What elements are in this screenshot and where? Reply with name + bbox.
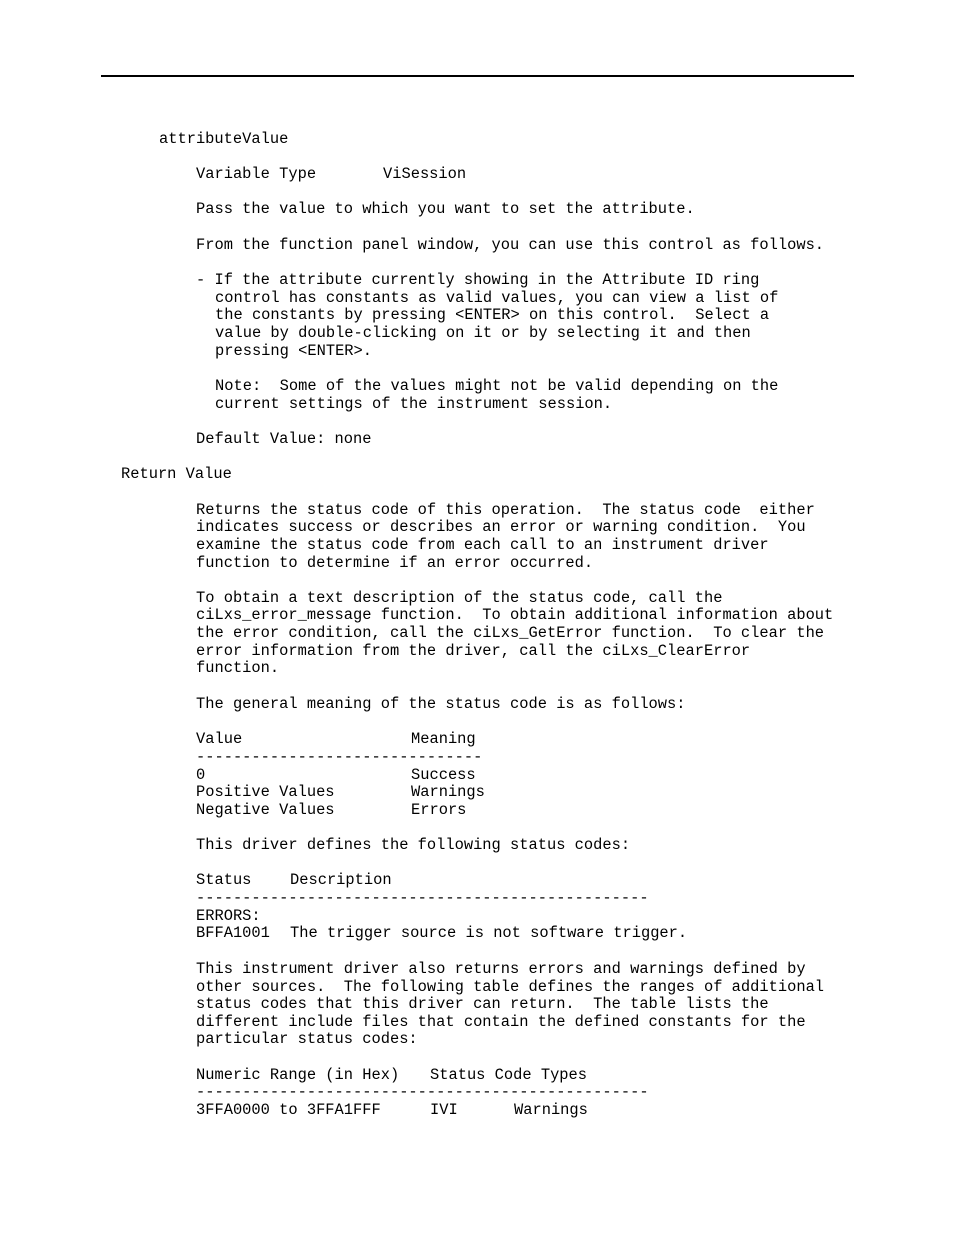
status-group: ERRORS: <box>196 907 261 925</box>
meaning-row-meaning: Warnings <box>411 783 485 801</box>
meaning-row-value: 0 <box>196 766 206 784</box>
header-rule <box>101 75 854 77</box>
meaning-row-meaning: Errors <box>411 801 467 819</box>
default-value: Default Value: none <box>196 430 372 448</box>
meaning-row-meaning: Success <box>411 766 476 784</box>
var-type-label: Variable Type <box>196 165 317 183</box>
range-separator: ------------------------------------------------- <box>196 1083 649 1101</box>
range-row-type: Warnings <box>514 1101 588 1119</box>
status-header-description: Description <box>290 871 392 889</box>
return-heading: Return Value <box>121 465 232 483</box>
return-para-line: the error condition, call the ciLxs_GetError function. To clear the <box>196 624 825 642</box>
range-header-types: Status Code Types <box>430 1066 588 1084</box>
status-description: The trigger source is not software trigger. <box>290 924 688 942</box>
var-type-value: ViSession <box>383 165 467 183</box>
bullet-line: value by double-clicking on it or by selecting it and then <box>215 324 751 342</box>
status-code: BFFA1001 <box>196 924 270 942</box>
description-line: Pass the value to which you want to set the attribute. <box>196 200 695 218</box>
additional-para-line: different include files that contain the defined constants for the <box>196 1013 806 1031</box>
return-para-line: Returns the status code of this operation. The status code either <box>196 501 815 519</box>
meaning-row-value: Negative Values <box>196 801 335 819</box>
return-para-line: ciLxs_error_message function. To obtain additional information about <box>196 606 834 624</box>
meaning-row-value: Positive Values <box>196 783 335 801</box>
return-para-line: To obtain a text description of the status code, call the <box>196 589 723 607</box>
additional-para-line: particular status codes: <box>196 1030 418 1048</box>
meaning-header-meaning: Meaning <box>411 730 476 748</box>
bullet-line: control has constants as valid values, you can view a list of <box>215 289 779 307</box>
bullet-line: pressing <ENTER>. <box>215 342 373 360</box>
bullet-line: - If the attribute currently showing in the Attribute ID ring <box>196 271 760 289</box>
return-para-line: indicates success or describes an error or warning condition. You <box>196 518 806 536</box>
defines-text: This driver defines the following status codes: <box>196 836 631 854</box>
additional-para-line: status codes that this driver can return. The table lists the <box>196 995 769 1013</box>
additional-para-line: This instrument driver also returns errors and warnings defined by <box>196 960 806 978</box>
return-para-line: error information from the driver, call the ciLxs_ClearError <box>196 642 751 660</box>
meaning-header-value: Value <box>196 730 243 748</box>
range-row-range: 3FFA0000 to 3FFA1FFF <box>196 1101 381 1119</box>
bullet-line: the constants by pressing <ENTER> on this control. Select a <box>215 306 770 324</box>
general-meaning: The general meaning of the status code is as follows: <box>196 695 686 713</box>
range-header-numeric: Numeric Range (in Hex) <box>196 1066 400 1084</box>
return-para-line: function. <box>196 659 280 677</box>
return-para-line: examine the status code from each call to an instrument driver <box>196 536 769 554</box>
status-header-status: Status <box>196 871 252 889</box>
param-name: attributeValue <box>159 130 289 148</box>
note-line: Note: Some of the values might not be valid depending on the <box>215 377 779 395</box>
additional-para-line: other sources. The following table defines the ranges of additional <box>196 978 825 996</box>
status-separator: ------------------------------------------------- <box>196 889 649 907</box>
return-para-line: function to determine if an error occurred. <box>196 554 594 572</box>
range-row-source: IVI <box>430 1101 458 1119</box>
description-line: From the function panel window, you can use this control as follows. <box>196 236 825 254</box>
note-line: current settings of the instrument session. <box>215 395 613 413</box>
meaning-separator: ------------------------------- <box>196 748 483 766</box>
